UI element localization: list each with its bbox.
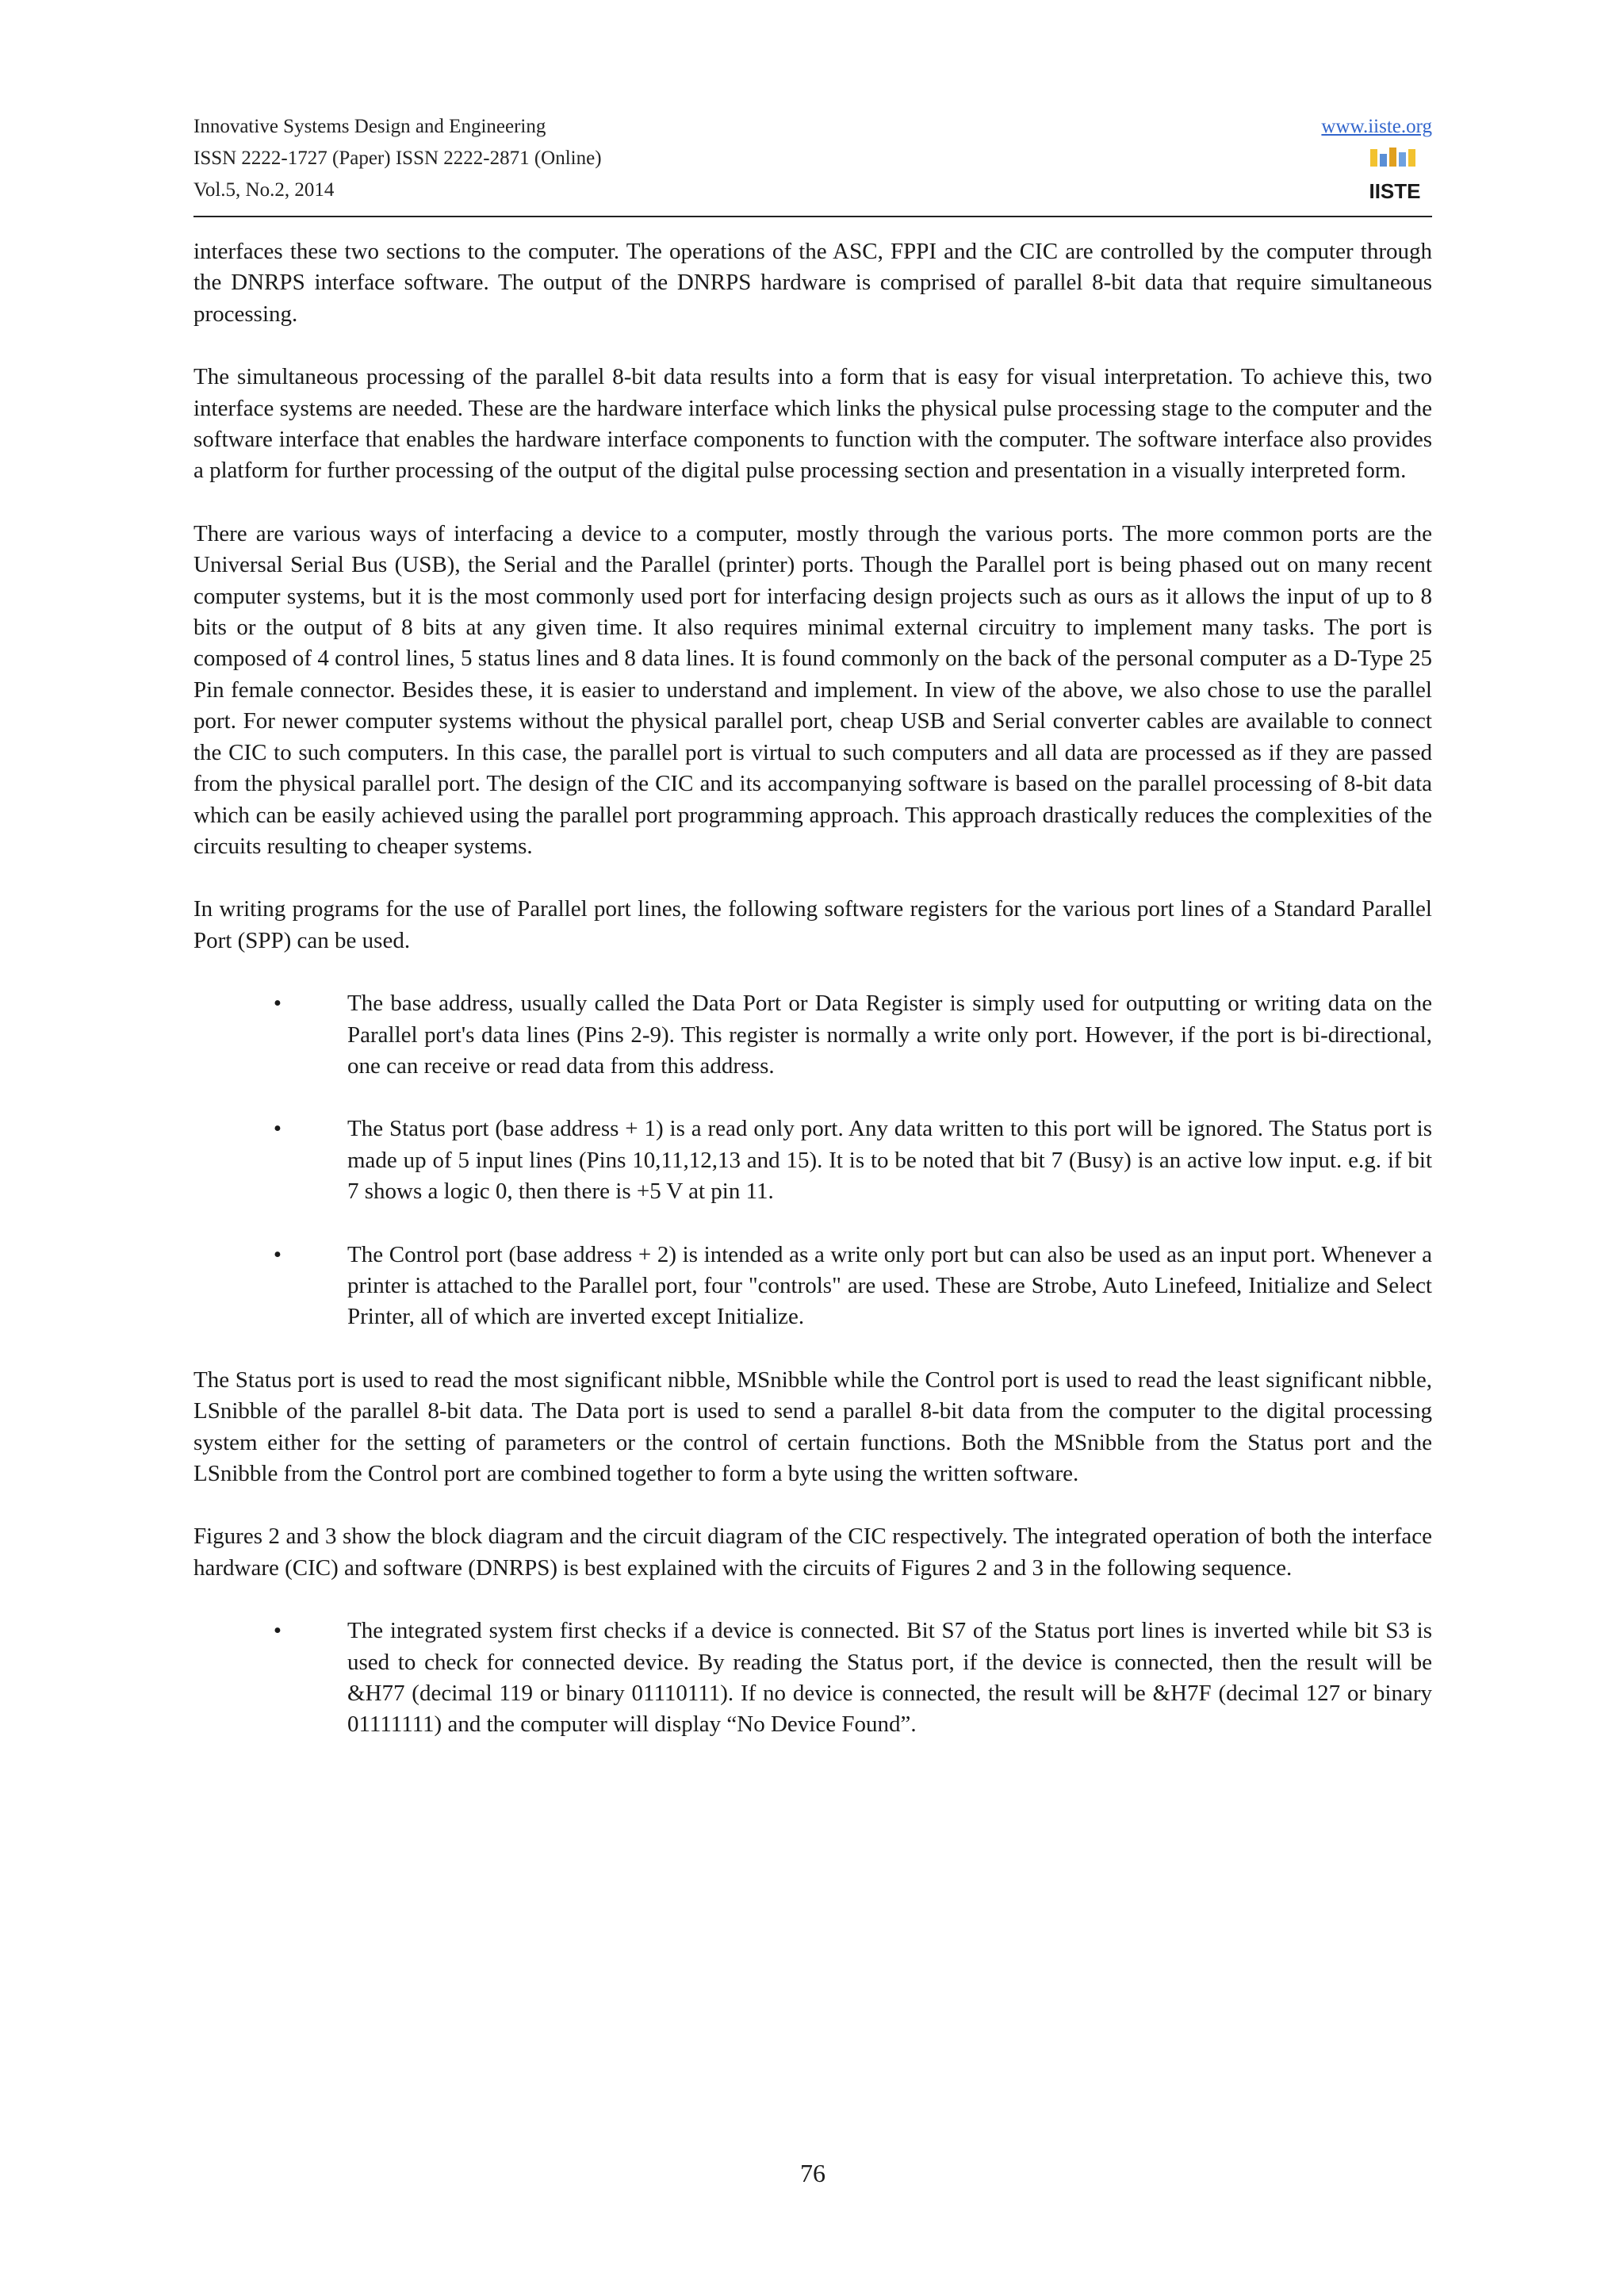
list-item-text: The Status port (base address + 1) is a read only port. Any data written to this port will be ignored. The Status port is made up of 5 input lines (Pins 10,11,12,13 and 15). It is to be noted that bit 7 (Busy) is an active low input. e.g. if bit 7 shows a logic 0, then there is +5 V at pin 11. xyxy=(347,1116,1432,1205)
list-item xyxy=(193,1616,1432,1741)
bullet-icon: • xyxy=(273,1116,282,1142)
logo-bar-5 xyxy=(1408,149,1415,167)
bullet-icon: • xyxy=(273,1241,282,1267)
paragraph-interfaces: interfaces these two sections to the computer. The operations of the ASC, FPPI and the CIC are controlled by the computer through the DNRPS interface software. The output of the DNRPS hardware is comprised of parallel 8-bit data that require simultaneous processing. xyxy=(193,239,1432,327)
logo-bar-4 xyxy=(1399,152,1406,167)
paragraph-software-registers: In writing programs for the use of Parallel port lines, the following software registers for the various port lines of a Standard Parallel Port (SPP) can be used. xyxy=(193,896,1432,953)
journal-issn: ISSN 2222-1727 (Paper) ISSN 2222-2871 (Online) xyxy=(193,148,602,169)
logo-bar-3 xyxy=(1389,148,1396,167)
paragraph-interfacing-ports: There are various ways of interfacing a device to a computer, mostly through the various ports. The more common ports are the Universal Serial Bus (USB), the Serial and the Parallel (printer) ports. Though the Parallel port is being phased out on many recent computer systems, but it is the most commonly used port for interfacing design projects such as ours as it allows the input of up to 8 bits or the output of 8 bits at any given time. It also requires minimal external circuitry to implement many tasks. The port is composed of 4 control lines, 5 status lines and 8 data lines. It is found commonly on the back of the personal computer as a D-Type 25 Pin female connector. Besides these, it is easier to understand and implement. In view of the above, we also chose to use the parallel port. For newer computer systems without the physical parallel port, cheap USB and Serial converter cables are available to connect the CIC to such computers. In this case, the parallel port is virtual to such computers and all data are processed as if they are passed from the physical parallel port. The design of the CIC and its accompanying software is based on the parallel processing of 8-bit data which can be easily achieved using the parallel port programming approach. This approach drastically reduces the complexities of the circuits resulting to cheaper systems. xyxy=(193,520,1432,859)
logo-bar-1 xyxy=(1370,149,1377,167)
logo-bar-2 xyxy=(1380,154,1387,167)
bullet-icon: • xyxy=(273,991,282,1017)
register-bullet-list xyxy=(193,988,1432,1333)
list-item xyxy=(193,1114,1432,1207)
journal-volume: Vol.5, No.2, 2014 xyxy=(193,179,335,201)
list-item xyxy=(193,1240,1432,1333)
paragraph-figures-sequence: Figures 2 and 3 show the block diagram and the circuit diagram of the CIC respectively. The integrated operation of both the interface hardware (CIC) and software (DNRPS) is best explained with the circuits of Figures 2 and 3 in the following sequence. xyxy=(193,1524,1432,1581)
list-item-text: The base address, usually called the Data Port or Data Register is simply used for outputting or writing data on the Parallel port's data lines (Pins 2-9). This register is normally a write only port. However, if the port is bi-directional, one can receive or read data from this address. xyxy=(347,991,1432,1079)
paragraph-nibbles: The Status port is used to read the most significant nibble, MSnibble while the Control port is used to read the least significant nibble, LSnibble of the parallel 8-bit data. The Data port is used to send a parallel 8-bit data from the computer to the digital processing system either for the setting of parameters or the control of certain functions. Both the MSnibble from the Status port and the LSnibble from the Control port are combined together to form a byte using the written software. xyxy=(193,1366,1432,1486)
paragraph-simultaneous-processing: The simultaneous processing of the parallel 8-bit data results into a form that is easy for visual interpretation. To achieve this, two interface systems are needed. These are the hardware interface which links the physical pulse processing stage to the computer and the software interface that enables the hardware interface components to function with the computer. The software interface also provides a platform for further processing of the output of the digital pulse processing section and presentation in a visually interpreted form. xyxy=(193,364,1432,484)
article-body xyxy=(193,236,1432,1773)
page xyxy=(193,0,1432,2296)
bullet-icon: • xyxy=(273,1618,282,1644)
list-item xyxy=(193,988,1432,1082)
journal-url-link[interactable]: www.iiste.org xyxy=(1321,116,1432,137)
page-number: 76 xyxy=(800,2159,825,2187)
journal-header xyxy=(193,111,1432,217)
iiste-logo-icon xyxy=(1369,146,1421,208)
list-item-text: The integrated system first checks if a device is connected. Bit S7 of the Status port lines is inverted while bit S3 is used to check for connected device. By reading the Status port, if the device is connected, then the result will be &H77 (decimal 119 or binary 01110111). If no device is connected, the result will be &H7F (decimal 127 or binary 01111111) and the computer will display “No Device Found”. xyxy=(347,1618,1432,1738)
journal-title: Innovative Systems Design and Engineering xyxy=(193,116,546,137)
logo-text: IISTE xyxy=(1369,179,1421,203)
sequence-bullet-list xyxy=(193,1616,1432,1741)
list-item-text: The Control port (base address + 2) is intended as a write only port but can also be used as an input port. Whenever a printer is attached to the Parallel port, four "controls" are used. These are Strobe, Auto Linefeed, Initialize and Select Printer, all of which are inverted except Initialize. xyxy=(347,1241,1432,1330)
